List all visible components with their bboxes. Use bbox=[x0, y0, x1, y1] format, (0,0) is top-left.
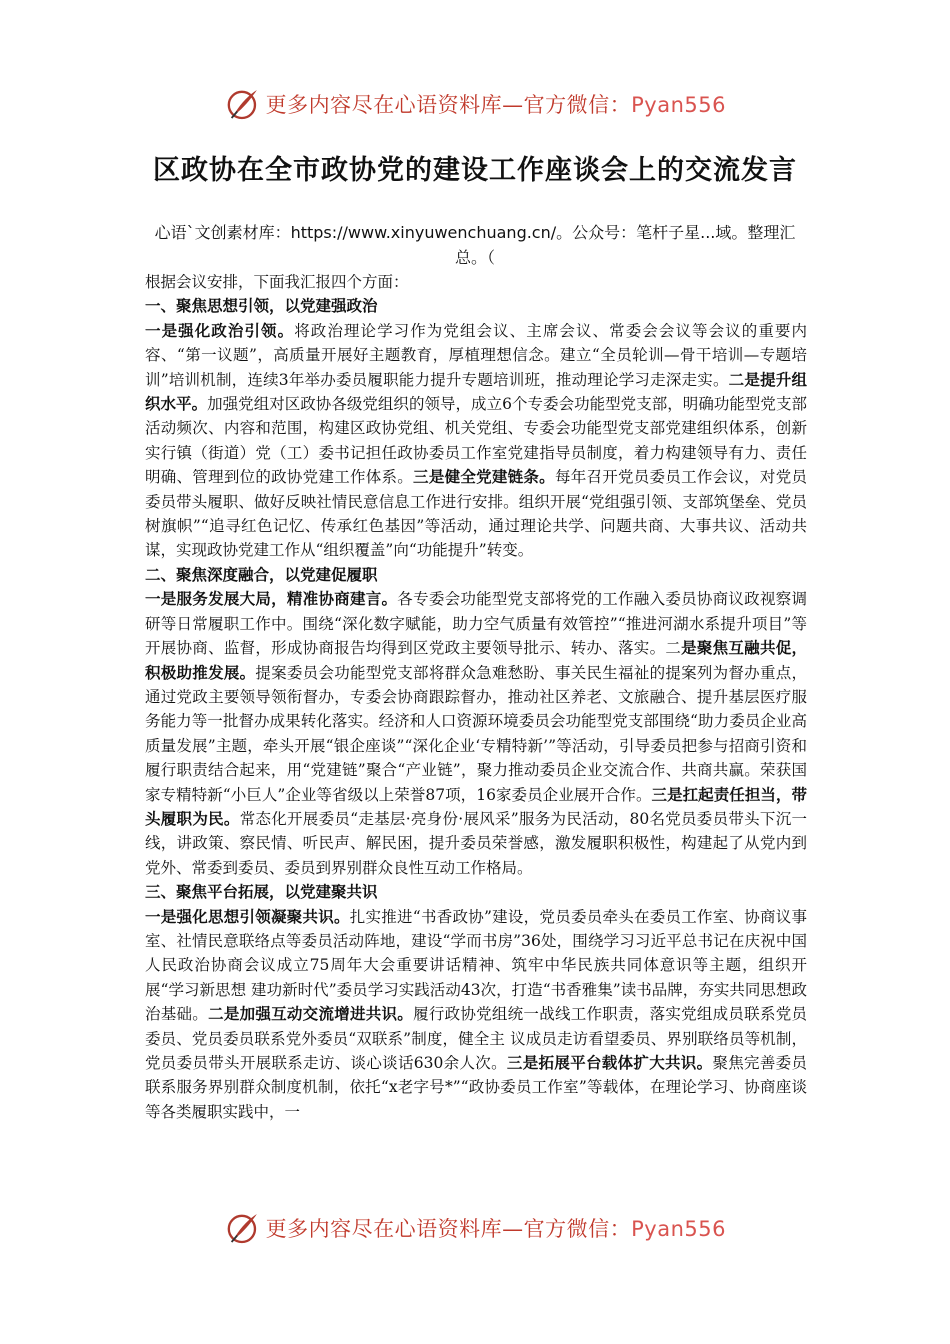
banner-text: 更多内容尽在心语资料库—官方微信：Pyan556 bbox=[265, 93, 726, 117]
section-2-heading: 二、聚焦深度融合，以党建促履职 bbox=[145, 564, 378, 584]
header-banner bbox=[226, 84, 726, 124]
feather-pen-logo-icon bbox=[226, 1210, 260, 1246]
footer-banner bbox=[226, 1208, 726, 1248]
banner-text: 更多内容尽在心语资料库—官方微信：Pyan556 bbox=[265, 1217, 726, 1241]
section-3-paragraph: 一是强化思想引领凝聚共识。扎实推进“书香政协”建设，党员委员牵头在委员工作室、协商议事室、社情民意联络点等委员活动阵地，建设“学而书房”36处，围绕学习习近平总书记在庆祝中国人民政治协商会议成立75周年大会重要讲话精神、筑牢中华民族共同体意识等主题，组织开展“学习新思想 建功新时代”委员学习实践活动43次，打造“书香雅集”读书品牌，夯实共同思想政治基础。二是加强互动交流增进共识。履行政协党组统一战线工作职责，落实党组成员联系党员委员、党员委员联系党外委员“双联系”制度，健全主 议成员走访看望委员、界别联络员等机制，党员委员带头开展联系走访、谈心谈话630余人次。三是拓展平台载体扩大共识。聚焦完善委员联系服务界别群众制度机制，依托“x老字号*”“政协委员工作室”等载体，在理论学习、协商座谈等各类履职实践中，一 bbox=[145, 906, 807, 1121]
wechat-id: Pyan556 bbox=[631, 1217, 726, 1241]
section-1-paragraph: 一是强化政治引领。将政治理论学习作为党组会议、主席会议、常委会会议等会议的重要内容、“第一议题”，高质量开展好主题教育，厚植理想信念。建立“全员轮训—骨干培训—专题培训”培训机制，连续3年举办委员履职能力提升专题培训班，推动理论学习走深走实。二是提升组织水平。加强党组对区政协各级党组织的领导，成立6个专委会功能型党支部，明确功能型党支部活动频次、内容和范围，构建区政协党组、机关党组、专委会功能型党支部党建组织体系，创新实行镇（街道）党（工）委书记担任政协委员工作室党建指导员制度，着力构建领导有力、责任明确、管理到位的政协党建工作体系。三是健全党建链条。每年召开党员委员工作会议，对党员委员带头履职、做好反映社情民意信息工作进行安排。组织开展“党组强引领、支部筑堡垒、党员树旗帜”“追寻红色记忆、传承红色基因”等活动，通过理论共学、问题共商、大事共议、活动共谋，实现政协党建工作从“组织覆盖”向“功能提升”转变。 bbox=[145, 320, 807, 560]
feather-pen-logo-icon bbox=[226, 86, 260, 122]
intro-paragraph: 根据会议安排，下面我汇报四个方面： bbox=[145, 273, 409, 291]
source-line: 心语`文创素材库：https://www.xinyuwenchuang.cn/。公众号：笔杆子星...域。整理汇总。（ bbox=[154, 223, 796, 267]
page-title: 区政协在全市政协党的建设工作座谈会上的交流发言 bbox=[153, 155, 797, 186]
section-3-heading: 三、聚焦平台拓展，以党建聚共识 bbox=[145, 882, 378, 902]
section-1-heading: 一、聚焦思想引领，以党建强政治 bbox=[145, 296, 378, 316]
document-body bbox=[145, 270, 807, 1124]
wechat-id: Pyan556 bbox=[631, 93, 726, 117]
section-2-paragraph: 一是服务发展大局，精准协商建言。各专委会功能型党支部将党的工作融入委员协商议政视察调研等日常履职工作中。围绕“深化数字赋能，助力空气质量有效管控”“推进河湖水系提升项目”等开展协商、监督，形成协商报告均得到区党政主要领导批示、转办、落实。二是聚焦互融共促，积极助推发展。提案委员会功能型党支部将群众急难愁盼、事关民生福祉的提案列为督办重点，通过党政主要领导领衔督办，专委会协商跟踪督办，推动社区养老、文旅融合、提升基层医疗服务能力等一批督办成果转化落实。经济和人口资源环境委员会功能型党支部围绕“助力委员企业高质量发展”主题，牵头开展“银企座谈”“深化企业‘专精特新’”等活动，引导委员把参与招商引资和履行职责结合起来，用“党建链”聚合“产业链”，聚力推动委员企业交流合作、共商共赢。荣获国家专精特新“小巨人”企业等省级以上荣誉87项，16家委员企业展开合作。三是扛起责任担当，带头履职为民。常态化开展委员“走基层·亮身份·展风采”服务为民活动，80名党员委员带头下沉一线，讲政策、察民情、听民声、解民困，提升委员荣誉感，激发履职积极性，构建起了从党内到党外、常委到委员、委员到界别群众良性互动工作格局。 bbox=[145, 589, 807, 877]
